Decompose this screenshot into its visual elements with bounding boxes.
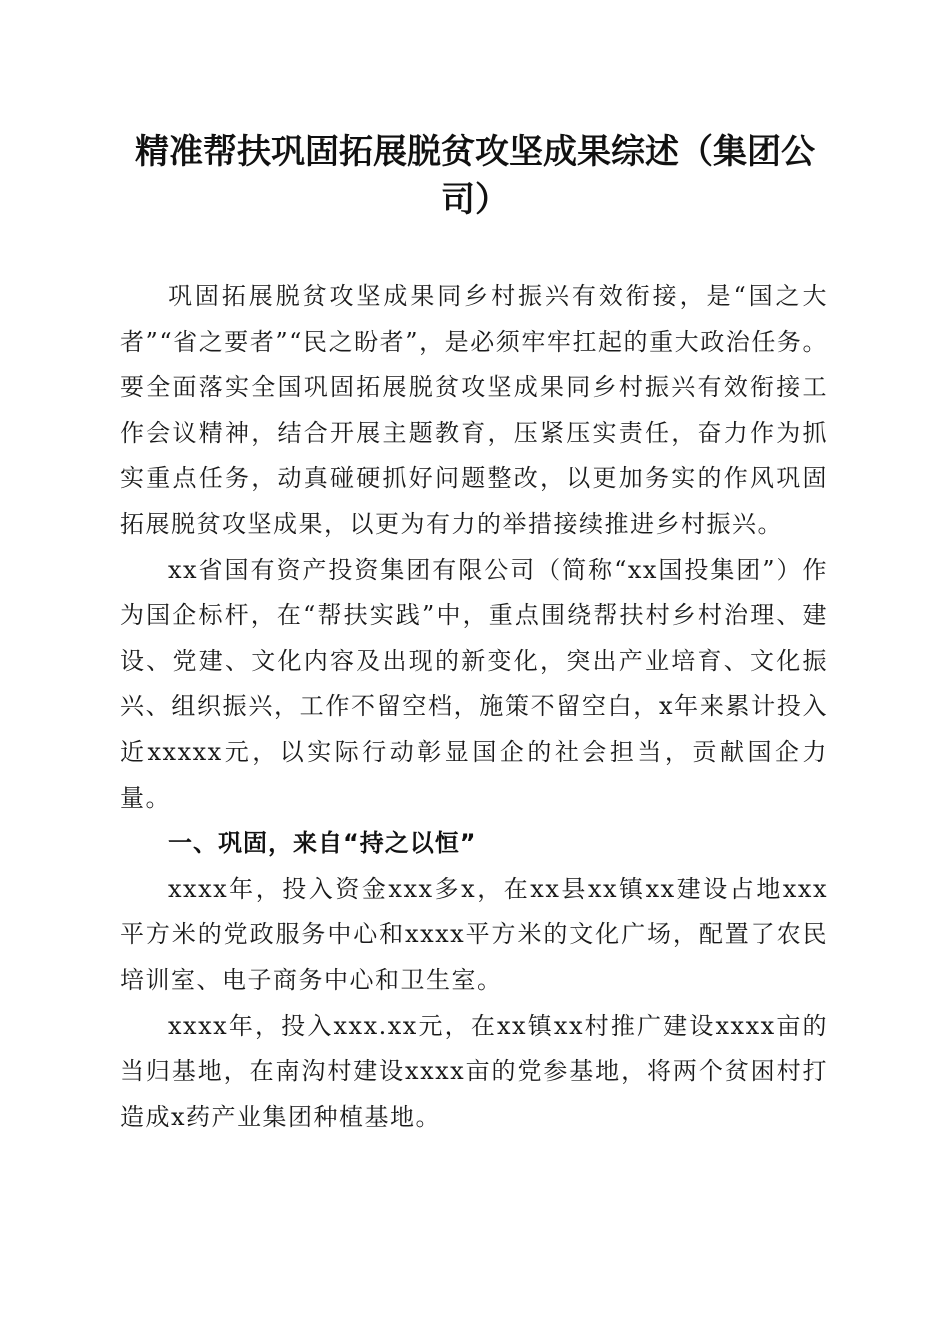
document-body <box>120 274 828 1140</box>
document-title: 精准帮扶巩固拓展脱贫攻坚成果综述（集团公司） <box>135 132 815 220</box>
section-heading: 一、巩固，来自“持之以恒” <box>168 829 477 858</box>
company-paragraph: xx省国有资产投资集团有限公司（简称“xx国投集团”）作为国企标杆，在“帮扶实践”中，重点围绕帮扶村乡村治理、建设、党建、文化内容及出现的新变化，突出产业培育、文化振兴、组织振兴，工作不留空档，施策不留空白，x年来累计投入近xxxxx元，以实际行动彰显国企的社会担当，贡献国企力量。 <box>120 555 828 812</box>
intro-paragraph: 巩固拓展脱贫攻坚成果同乡村振兴有效衔接，是“国之大者”“省之要者”“民之盼者”，是必须牢牢扛起的重大政治任务。要全面落实全国巩固拓展脱贫攻坚成果同乡村振兴有效衔接工作会议精神，结合开展主题教育，压紧压实责任，奋力作为抓实重点任务，动真碰硬抓好问题整改，以更加务实的作风巩固拓展脱贫攻坚成果，以更为有力的举措接续推进乡村振兴。 <box>120 282 828 538</box>
section-paragraph: xxxx年，投入资金xxx多x，在xx县xx镇xx建设占地xxx平方米的党政服务中心和xxxx平方米的文化广场，配置了农民培训室、电子商务中心和卫生室。 <box>120 874 828 994</box>
section-paragraph: xxxx年，投入xxx.xx元，在xx镇xx村推广建设xxxx亩的当归基地，在南沟村建设xxxx亩的党参基地，将两个贫困村打造成x药产业集团种植基地。 <box>120 1011 828 1131</box>
